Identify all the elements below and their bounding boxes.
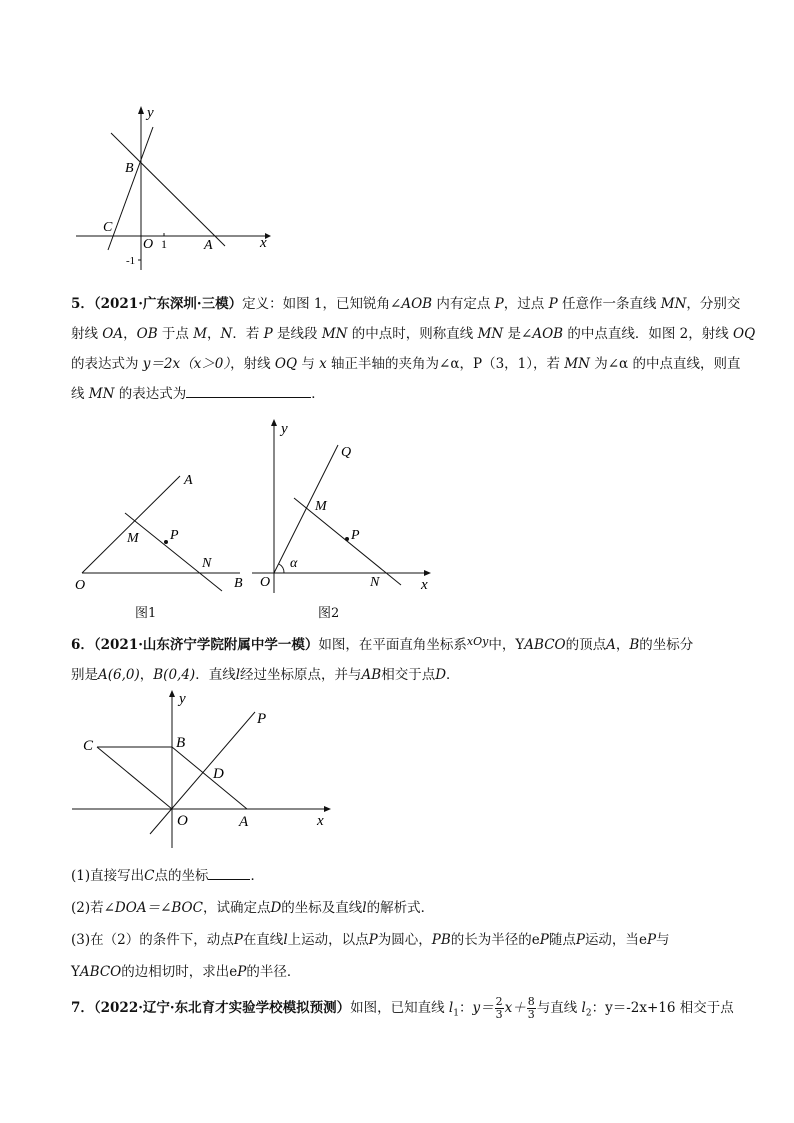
q6-part-3: (3)在（2）的条件下，动点P在直线l上运动，以点P为圆心，PB的长为半径的eP随点P运动，当eP与 <box>71 932 670 948</box>
ray-oq <box>274 445 338 573</box>
line-ba <box>111 133 225 246</box>
figure-2 <box>252 415 437 595</box>
answer-blank-c[interactable] <box>208 865 250 880</box>
label-N: N <box>202 556 212 571</box>
label-B: B <box>234 576 243 591</box>
side-ba <box>172 747 247 809</box>
point-p <box>345 537 349 541</box>
question-5 <box>71 289 756 409</box>
q6-part-2: (2)若∠DOA＝∠BOC，试确定点D的坐标及直线l的解析式． <box>71 900 435 916</box>
label-O: O <box>177 813 188 829</box>
label-neg1: -1 <box>126 255 136 267</box>
label-B: B <box>176 735 186 751</box>
figure-3-parallelogram <box>70 688 340 853</box>
q5-line-1: 5．（2021·广东深圳·三模）定义：如图 1，已知锐角∠AOB 内有定点 P，过点 P 任意作一条直线 MN，分别交 <box>71 296 741 312</box>
label-y: y <box>179 691 186 707</box>
label-C: C <box>103 220 113 235</box>
fraction-2-3: $\frac{2}{3}$ <box>495 995 503 1021</box>
label-M: M <box>315 499 327 514</box>
x-axis-arrow <box>324 806 331 812</box>
label-x: x <box>260 235 267 251</box>
q6-part-3-cont: YABCO的边相切时，求出eP的半径． <box>71 964 301 980</box>
label-y: y <box>147 105 154 121</box>
figure-top-lines <box>70 100 280 275</box>
figure-1 <box>70 465 255 595</box>
figure-2-caption: 图2 <box>318 606 340 621</box>
label-O: O <box>260 575 271 590</box>
line-cb <box>108 127 153 250</box>
label-M: M <box>127 531 139 546</box>
label-P: P <box>351 528 360 543</box>
label-C: C <box>83 738 94 754</box>
label-A: A <box>184 473 193 488</box>
label-1: 1 <box>161 237 167 251</box>
point-p <box>164 540 168 544</box>
q7-line-1: 7．（2022·辽宁·东北育才实验学校模拟预测）如图，已知直线 $l_1$：y＝ $\frac{2}{3}$ x＋ $\frac{8}{3}$ 与直线 $l_2$：y＝-2x+16 相交于点 <box>71 995 734 1021</box>
side-co <box>97 747 172 809</box>
label-alpha: α <box>290 556 298 571</box>
label-O: O <box>75 578 86 593</box>
q6-part-1: (1)直接写出C点的坐标 ． <box>71 860 731 892</box>
answer-blank[interactable] <box>186 383 311 398</box>
label-y: y <box>281 421 288 437</box>
x-axis-arrow <box>424 570 431 576</box>
q5-line-3: 的表达式为 y＝2x（x＞0），射线 OQ 与 x 轴正半轴的夹角为∠α，P（3，1），若 MN 为∠α 的中点直线，则直 <box>71 356 741 372</box>
label-O: O <box>143 237 154 252</box>
label-x: x <box>317 813 324 829</box>
y-axis-arrow <box>138 106 144 114</box>
fraction-8-3: $\frac{8}{3}$ <box>527 995 535 1021</box>
y-axis-arrow <box>169 690 175 697</box>
label-P: P <box>170 528 179 543</box>
label-P: P <box>257 711 267 727</box>
figure-1-caption: 图1 <box>135 606 157 621</box>
q5-line-4: 线 MN 的表达式为 ． <box>71 379 731 409</box>
label-A: A <box>204 238 213 253</box>
angle-arc <box>279 564 284 573</box>
q6-line-1: 6．（2021·山东济宁学院附属中学一模）如图，在平面直角坐标系$^{xOy}$中，YABCO的顶点A，B的坐标分 <box>71 635 694 653</box>
ray-oa <box>82 476 180 573</box>
line-mn <box>125 513 222 591</box>
label-N: N <box>370 575 380 590</box>
line-mn <box>294 498 401 585</box>
q5-line-2: 射线 OA，OB 于点 M，N．若 P 是线段 MN 的中点时，则称直线 MN 是∠AOB 的中点直线．如图 2，射线 OQ <box>71 326 756 342</box>
label-A: A <box>239 814 249 830</box>
label-B: B <box>125 161 134 176</box>
label-x: x <box>421 577 428 593</box>
label-D: D <box>213 766 224 782</box>
label-Q: Q <box>341 445 352 460</box>
question-6-parts <box>71 860 731 988</box>
question-7 <box>71 992 734 1030</box>
y-axis-arrow <box>271 419 277 426</box>
q6-line-2: 别是A(6,0)，B(0,4)．直线l经过坐标原点，并与AB相交于点D． <box>71 667 460 683</box>
question-6 <box>71 627 731 690</box>
